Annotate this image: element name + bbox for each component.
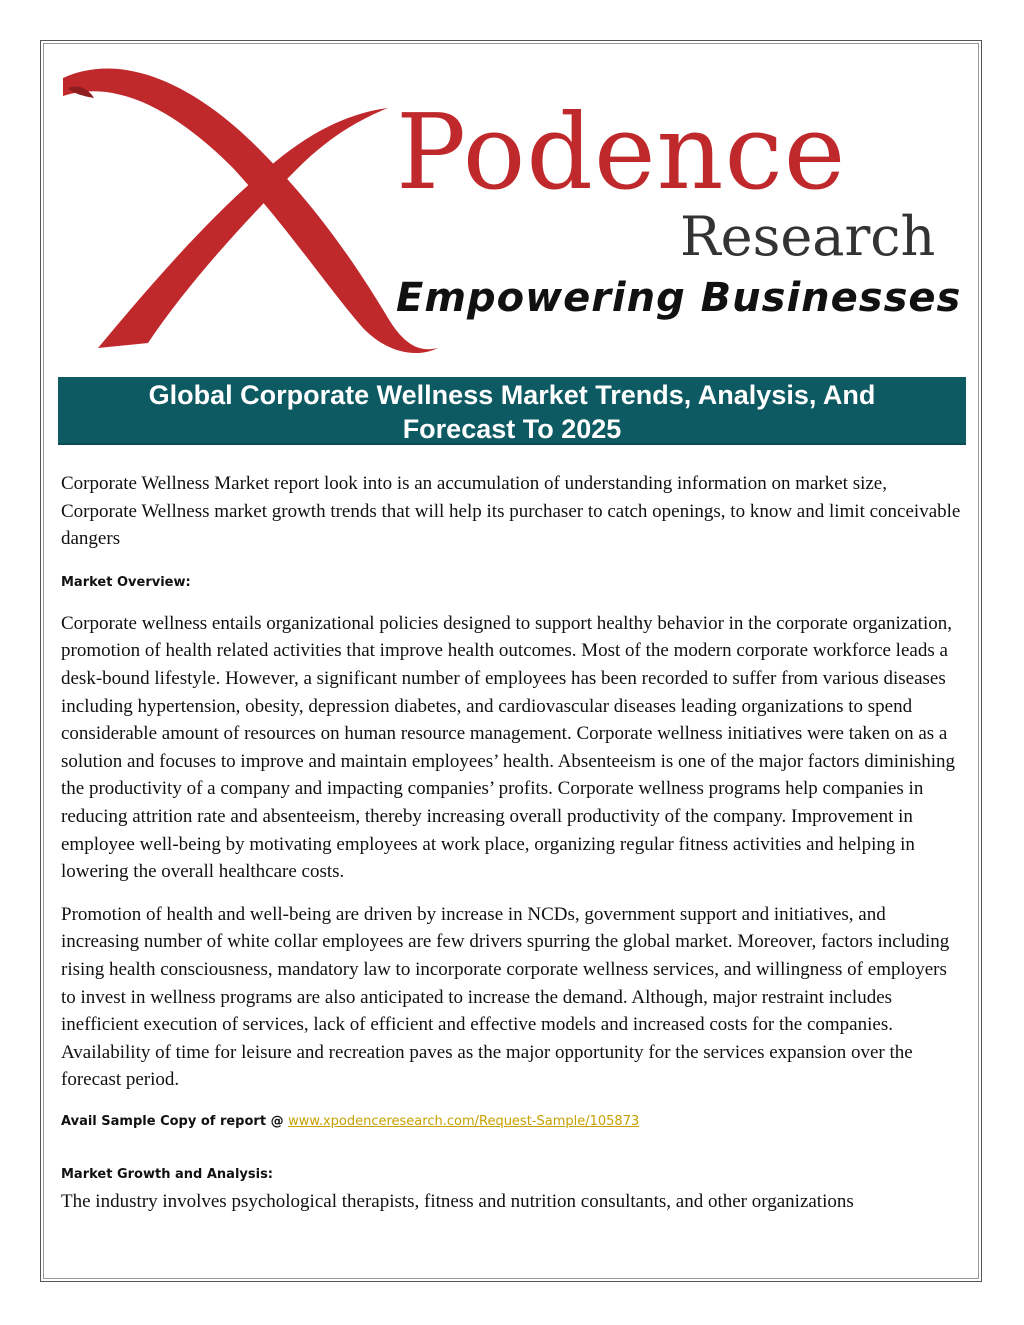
report-title-line1: Global Corporate Wellness Market Trends, Analysis, And	[148, 380, 876, 410]
logo-sub: Research	[680, 205, 936, 268]
report-title-banner	[58, 377, 966, 445]
market-growth-heading: Market Growth and Analysis:	[61, 1166, 273, 1182]
market-overview-heading: Market Overview:	[61, 574, 191, 590]
logo-tagline: Empowering Businesses	[396, 275, 962, 321]
logo-brand: Podence	[396, 91, 847, 213]
sample-request-link[interactable]: www.xpodenceresearch.com/Request-Sample/105873	[288, 1113, 640, 1129]
report-title-line2: Forecast To 2025	[402, 414, 622, 444]
sample-copy-label: Avail Sample Copy of report @	[61, 1113, 289, 1129]
intro-paragraph: Corporate Wellness Market report look into is an accumulation of understanding information on market size, Corporate Wellness market growth trends that will help its purchaser to catch openings, to know and limit conceivable dangers	[61, 473, 961, 550]
sample-copy-line	[61, 1114, 961, 1129]
growth-paragraph: The industry involves psychological therapists, fitness and nutrition consultants, and other organizations	[61, 1190, 854, 1212]
xpodence-logo	[58, 58, 963, 358]
overview-paragraph-2: Promotion of health and well-being are driven by increase in NCDs, government support and initiatives, and increasing number of white collar employees are few drivers spurring the global market. Moreover, factors including rising health consciousness, mandatory law to incorporate corporate wellness services, and willingness of employers to invest in wellness programs are also anticipated to increase the demand. Although, major restraint includes inefficient execution of services, lack of efficient and effective models and increased costs for the companies. Availability of time for leisure and recreation paves as the major opportunity for the services expansion over the forecast period.	[61, 903, 950, 1091]
overview-paragraph-1: Corporate wellness entails organizational policies designed to support healthy behavior in the corporate organization, promotion of health related activities that improve health outcomes. Most of the modern corporate workforce leads a desk-bound lifestyle. However, a significant number of employees has been recorded to suffer from various diseases including hypertension, obesity, depression diabetes, and cardiovascular diseases leading organizations to spend considerable amount of resources on human resource management. Corporate wellness initiatives were taken on as a solution and focuses to improve and maintain employees’ health. Absenteeism is one of the major factors diminishing the productivity of a company and impacting companies’ profits. Corporate wellness programs help companies in reducing attrition rate and absenteeism, thereby increasing overall productivity of the company. Improvement in employee well-being by motivating employees at work place, organizing regular fitness activities and helping in lowering the overall healthcare costs.	[61, 612, 956, 883]
report-content	[61, 470, 961, 1215]
